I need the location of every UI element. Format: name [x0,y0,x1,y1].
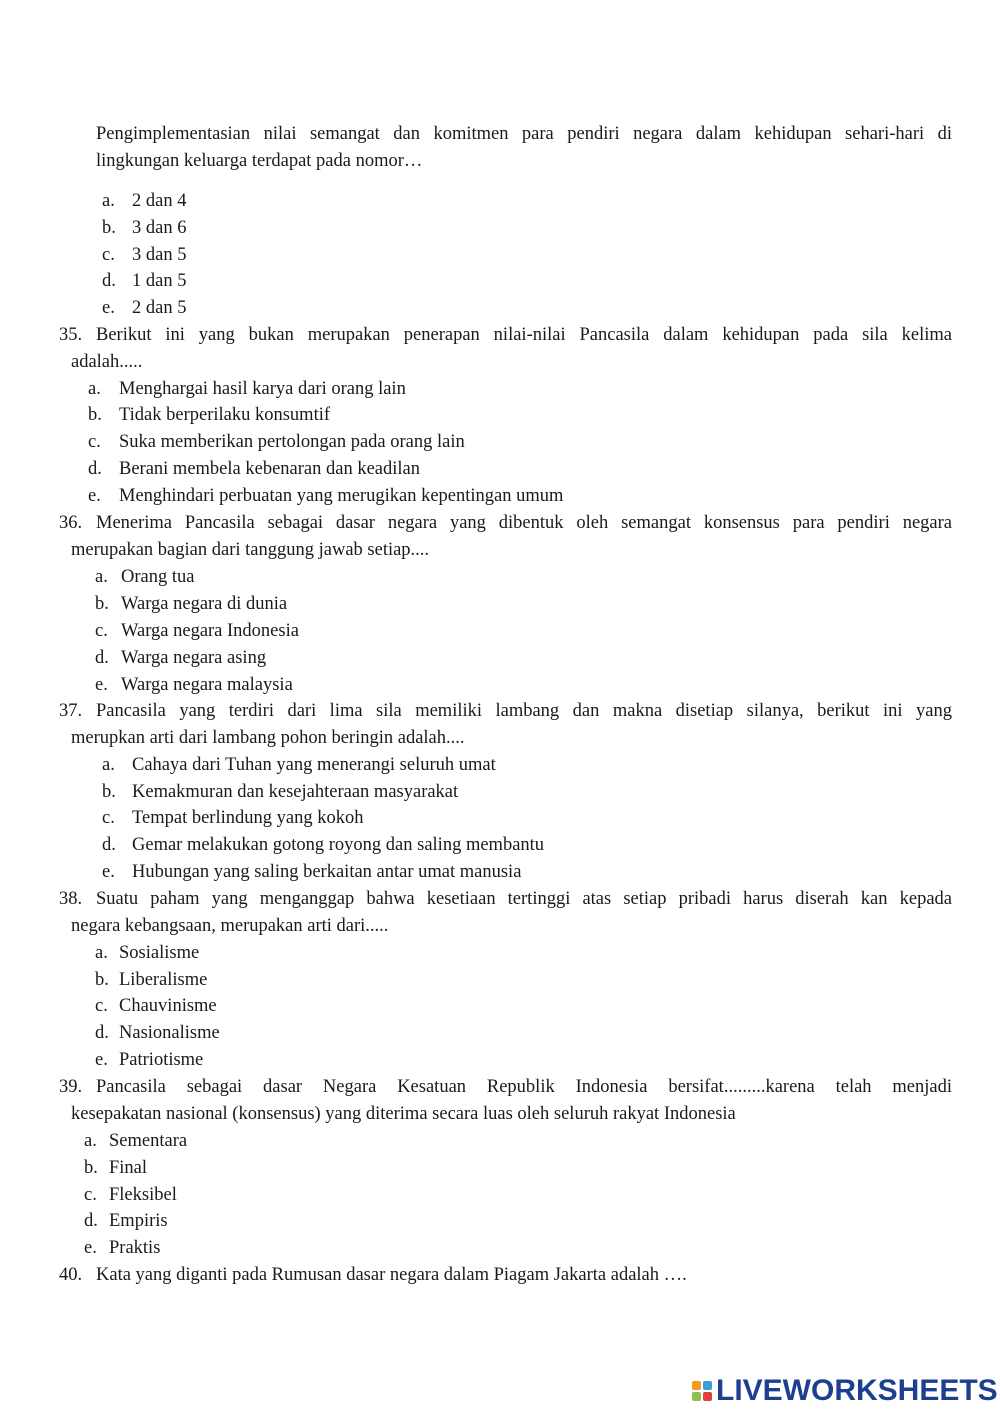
question-line-1: Menerima Pancasila sebagai dasar negara yang dibentuk oleh semangat konsensus para pendiri negara [96,513,952,533]
option-letter: c. [95,621,108,641]
option-letter: a. [95,943,108,963]
option-letter: b. [102,218,116,238]
option-text: Final [109,1158,148,1178]
option-text: Patriotisme [119,1050,204,1070]
logo-grid-icon [692,1381,712,1401]
option-text: Orang tua [121,567,195,587]
option-text: Chauvinisme [119,996,217,1016]
option-letter: d. [95,648,109,668]
option-text: Warga negara malaysia [121,675,293,695]
logo-cell [692,1392,701,1401]
question-number: 37. [59,701,83,721]
option-text: Warga negara Indonesia [121,621,299,641]
option-letter: c. [102,245,115,265]
option-text: Fleksibel [109,1185,177,1205]
option-text: Kemakmuran dan kesejahteraan masyarakat [132,782,459,802]
option-text: Sementara [109,1131,188,1151]
option-text: 3 dan 5 [132,245,187,265]
option-letter: d. [95,1023,109,1043]
option-letter: e. [102,298,115,318]
option-letter: c. [102,808,115,828]
option-text: Cahaya dari Tuhan yang menerangi seluruh umat [132,755,496,775]
option-text: 1 dan 5 [132,271,187,291]
option-letter: c. [88,432,101,452]
option-text: 3 dan 6 [132,218,187,238]
option-letter: d. [88,459,102,479]
intro-line-2: lingkungan keluarga terdapat pada nomor… [96,151,423,171]
option-text: Nasionalisme [119,1023,220,1043]
option-letter: a. [88,379,101,399]
question-line-1: Berikut ini yang bukan merupakan penerapan nilai-nilai Pancasila dalam kehidupan pada sila kelima [96,325,952,345]
option-letter: c. [84,1185,97,1205]
logo-cell [703,1381,712,1390]
option-text: Gemar melakukan gotong royong dan saling membantu [132,835,545,855]
option-text: Tempat berlindung yang kokoh [132,808,364,828]
option-letter: a. [102,191,115,211]
option-text: Empiris [109,1211,168,1231]
option-letter: d. [102,835,116,855]
option-letter: e. [88,486,101,506]
option-letter: e. [95,675,108,695]
option-text: Hubungan yang saling berkaitan antar umat manusia [132,862,522,882]
option-text: Sosialisme [119,943,200,963]
question-line-2: merupakan bagian dari tanggung jawab setiap.... [71,540,430,560]
option-text: 2 dan 4 [132,191,187,211]
option-text: 2 dan 5 [132,298,187,318]
option-letter: e. [95,1050,108,1070]
intro-line-1: Pengimplementasian nilai semangat dan komitmen para pendiri negara dalam kehidupan sehari-hari di [96,124,952,144]
option-letter: a. [95,567,108,587]
question-number: 38. [59,889,83,909]
option-letter: d. [84,1211,98,1231]
question-line-1: Pancasila sebagai dasar Negara Kesatuan Republik Indonesia bersifat.........karena telah menjadi [96,1077,952,1097]
option-letter: b. [84,1158,98,1178]
question-number: 36. [59,513,83,533]
question-line-1: Suatu paham yang menganggap bahwa kesetiaan tertinggi atas setiap pribadi harus diserah kan kepada [96,889,952,909]
option-letter: a. [84,1131,97,1151]
option-letter: e. [84,1238,97,1258]
option-text: Warga negara asing [121,648,267,668]
question-line-2: kesepakatan nasional (konsensus) yang diterima secara luas oleh seluruh rakyat Indonesia [71,1104,736,1124]
option-letter: d. [102,271,116,291]
question-number: 40. [59,1265,83,1285]
question-number: 35. [59,325,83,345]
option-letter: b. [88,405,102,425]
question-line-1: Pancasila yang terdiri dari lima sila memiliki lambang dan makna disetiap silanya, berikut ini yang [96,701,952,721]
option-letter: a. [102,755,115,775]
option-text: Berani membela kebenaran dan keadilan [119,459,420,479]
logo-cell [703,1392,712,1401]
logo-text: LIVEWORKSHEETS [716,1374,998,1407]
option-text: Praktis [109,1238,161,1258]
question-line-2: negara kebangsaan, merupakan arti dari..... [71,916,389,936]
option-text: Menghindari perbuatan yang merugikan kepentingan umum [119,486,564,506]
question-line-2: merupkan arti dari lambang pohon beringin adalah.... [71,728,465,748]
question-line-1: Kata yang diganti pada Rumusan dasar negara dalam Piagam Jakarta adalah …. [96,1265,687,1285]
option-text: Menghargai hasil karya dari orang lain [119,379,406,399]
question-line-2: adalah..... [71,352,143,372]
option-text: Suka memberikan pertolongan pada orang lain [119,432,465,452]
option-letter: b. [102,782,116,802]
option-letter: b. [95,594,109,614]
question-number: 39. [59,1077,83,1097]
option-text: Tidak berperilaku konsumtif [119,405,331,425]
liveworksheets-logo [692,1374,998,1408]
option-text: Warga negara di dunia [121,594,288,614]
option-letter: c. [95,996,108,1016]
option-letter: b. [95,970,109,990]
option-letter: e. [102,862,115,882]
option-text: Liberalisme [119,970,208,990]
logo-cell [692,1381,701,1390]
